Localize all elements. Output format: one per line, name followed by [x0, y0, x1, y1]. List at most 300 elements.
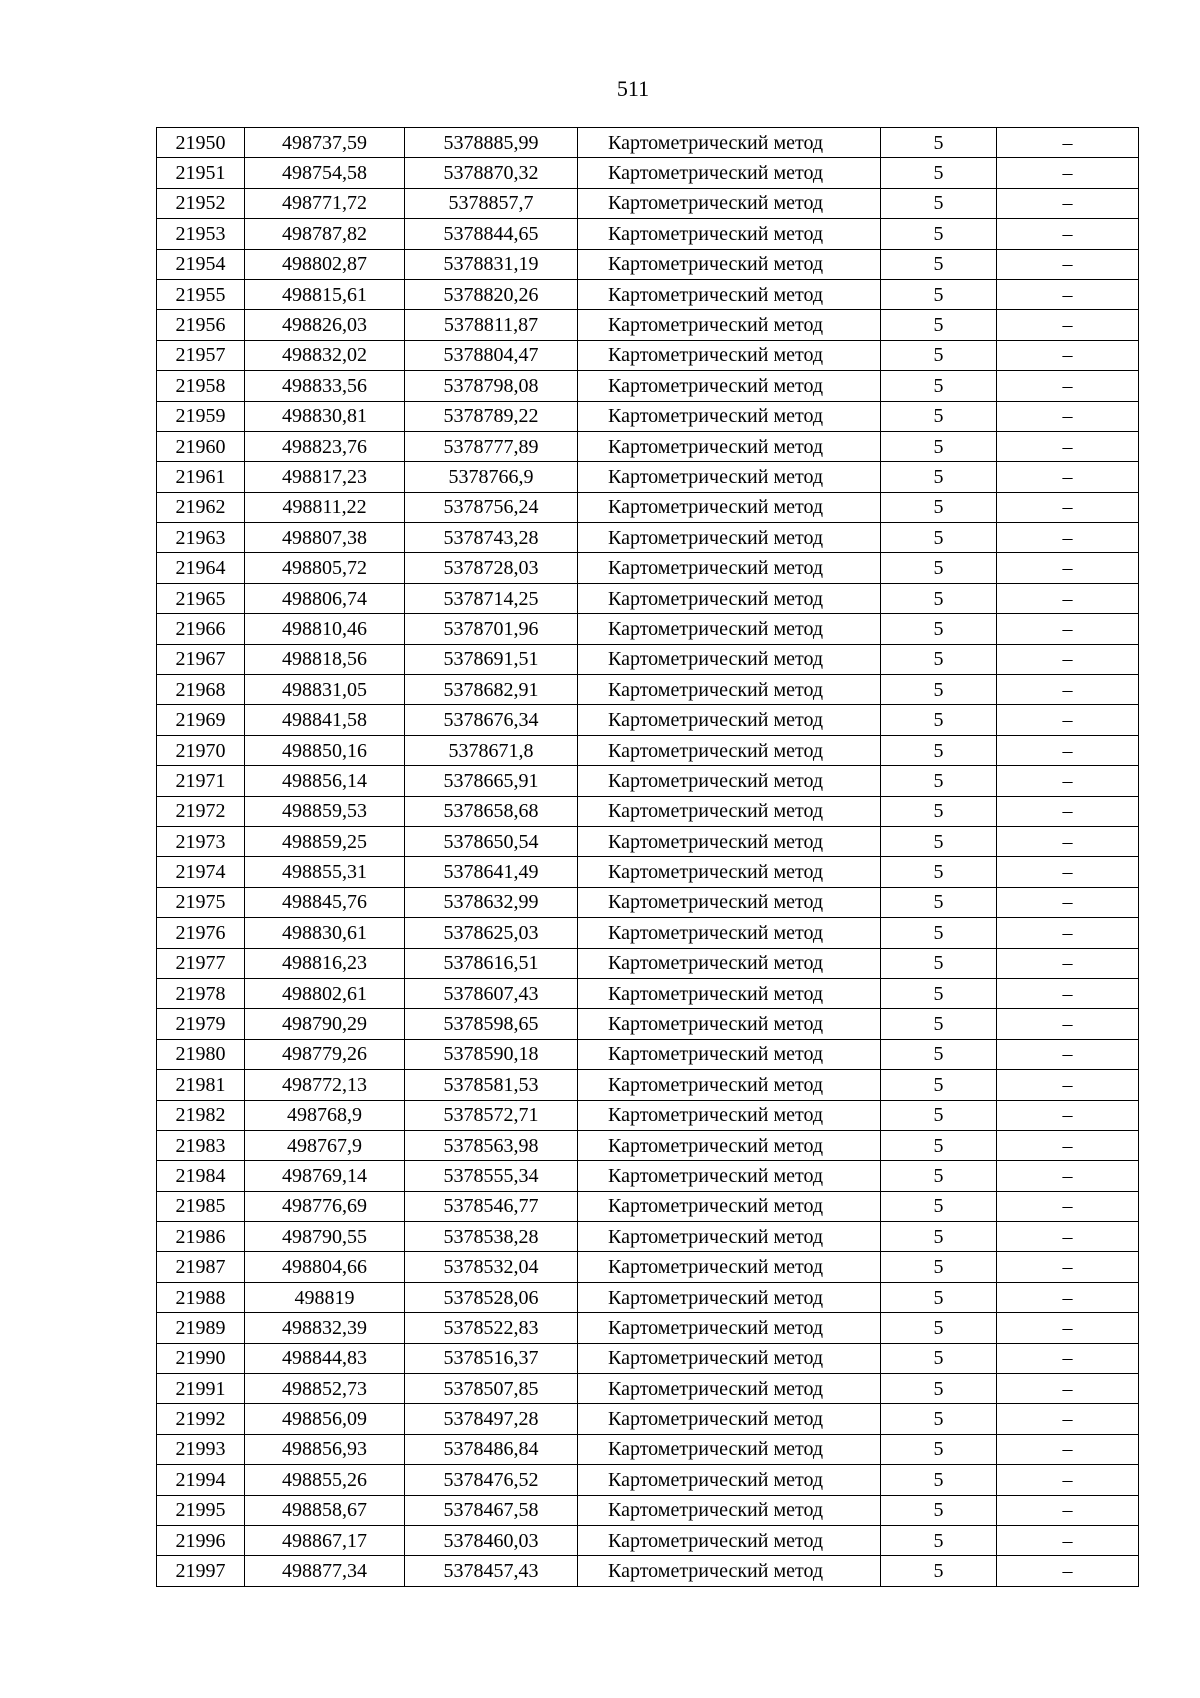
cell-y: 5378476,52 [405, 1465, 578, 1495]
cell-x: 498815,61 [245, 279, 405, 309]
cell-x: 498877,34 [245, 1556, 405, 1586]
cell-method: Картометрический метод [578, 735, 881, 765]
cell-method: Картометрический метод [578, 1070, 881, 1100]
cell-point: 21993 [157, 1434, 245, 1464]
cell-accuracy: 5 [881, 1374, 997, 1404]
cell-y: 5378676,34 [405, 705, 578, 735]
table-row [157, 523, 1139, 553]
table-row [157, 1039, 1139, 1069]
table-row [157, 1009, 1139, 1039]
cell-point: 21970 [157, 735, 245, 765]
cell-y: 5378798,08 [405, 371, 578, 401]
cell-accuracy: 5 [881, 553, 997, 583]
cell-x: 498817,23 [245, 462, 405, 492]
cell-point: 21976 [157, 918, 245, 948]
cell-accuracy: 5 [881, 857, 997, 887]
cell-accuracy: 5 [881, 158, 997, 188]
cell-point: 21988 [157, 1282, 245, 1312]
cell-y: 5378590,18 [405, 1039, 578, 1069]
cell-x: 498772,13 [245, 1070, 405, 1100]
cell-point: 21974 [157, 857, 245, 887]
cell-x: 498816,23 [245, 948, 405, 978]
cell-accuracy: 5 [881, 340, 997, 370]
table-row [157, 279, 1139, 309]
cell-note: – [997, 249, 1139, 279]
cell-note: – [997, 523, 1139, 553]
cell-y: 5378650,54 [405, 826, 578, 856]
cell-y: 5378532,04 [405, 1252, 578, 1282]
cell-point: 21966 [157, 614, 245, 644]
table-row [157, 1252, 1139, 1282]
cell-method: Картометрический метод [578, 553, 881, 583]
table-row [157, 188, 1139, 218]
cell-point: 21977 [157, 948, 245, 978]
cell-point: 21989 [157, 1313, 245, 1343]
cell-y: 5378625,03 [405, 918, 578, 948]
cell-note: – [997, 675, 1139, 705]
cell-method: Картометрический метод [578, 887, 881, 917]
cell-x: 498818,56 [245, 644, 405, 674]
table-row [157, 1161, 1139, 1191]
cell-note: – [997, 1525, 1139, 1555]
cell-x: 498844,83 [245, 1343, 405, 1373]
cell-method: Картометрический метод [578, 219, 881, 249]
cell-y: 5378607,43 [405, 978, 578, 1008]
cell-point: 21973 [157, 826, 245, 856]
cell-note: – [997, 1404, 1139, 1434]
cell-x: 498804,66 [245, 1252, 405, 1282]
table-row [157, 948, 1139, 978]
cell-note: – [997, 340, 1139, 370]
cell-accuracy: 5 [881, 1556, 997, 1586]
table-row [157, 1313, 1139, 1343]
cell-note: – [997, 1313, 1139, 1343]
cell-x: 498802,87 [245, 249, 405, 279]
cell-accuracy: 5 [881, 279, 997, 309]
cell-y: 5378691,51 [405, 644, 578, 674]
cell-y: 5378811,87 [405, 310, 578, 340]
cell-point: 21971 [157, 766, 245, 796]
cell-accuracy: 5 [881, 1282, 997, 1312]
cell-note: – [997, 918, 1139, 948]
cell-y: 5378885,99 [405, 128, 578, 158]
cell-y: 5378641,49 [405, 857, 578, 887]
cell-accuracy: 5 [881, 583, 997, 613]
cell-x: 498852,73 [245, 1374, 405, 1404]
cell-accuracy: 5 [881, 492, 997, 522]
table-row [157, 1191, 1139, 1221]
cell-note: – [997, 310, 1139, 340]
cell-accuracy: 5 [881, 1495, 997, 1525]
coordinates-table-body [157, 128, 1139, 1587]
cell-x: 498867,17 [245, 1525, 405, 1555]
cell-note: – [997, 1161, 1139, 1191]
cell-accuracy: 5 [881, 401, 997, 431]
cell-method: Картометрический метод [578, 128, 881, 158]
cell-accuracy: 5 [881, 1070, 997, 1100]
cell-note: – [997, 705, 1139, 735]
table-row [157, 1556, 1139, 1586]
cell-y: 5378682,91 [405, 675, 578, 705]
cell-method: Картометрический метод [578, 614, 881, 644]
cell-accuracy: 5 [881, 705, 997, 735]
cell-note: – [997, 279, 1139, 309]
cell-point: 21951 [157, 158, 245, 188]
cell-accuracy: 5 [881, 614, 997, 644]
cell-x: 498850,16 [245, 735, 405, 765]
cell-accuracy: 5 [881, 918, 997, 948]
cell-note: – [997, 887, 1139, 917]
cell-point: 21963 [157, 523, 245, 553]
cell-x: 498859,25 [245, 826, 405, 856]
table-row [157, 553, 1139, 583]
cell-x: 498790,55 [245, 1222, 405, 1252]
table-row [157, 1404, 1139, 1434]
table-row [157, 492, 1139, 522]
cell-x: 498841,58 [245, 705, 405, 735]
cell-method: Картометрический метод [578, 675, 881, 705]
cell-accuracy: 5 [881, 128, 997, 158]
cell-note: – [997, 128, 1139, 158]
cell-accuracy: 5 [881, 523, 997, 553]
cell-accuracy: 5 [881, 887, 997, 917]
table-row [157, 1374, 1139, 1404]
cell-x: 498856,09 [245, 1404, 405, 1434]
table-row [157, 614, 1139, 644]
cell-method: Картометрический метод [578, 340, 881, 370]
cell-method: Картометрический метод [578, 1191, 881, 1221]
cell-method: Картометрический метод [578, 401, 881, 431]
cell-note: – [997, 1282, 1139, 1312]
cell-point: 21969 [157, 705, 245, 735]
cell-point: 21959 [157, 401, 245, 431]
cell-accuracy: 5 [881, 766, 997, 796]
cell-method: Картометрический метод [578, 492, 881, 522]
cell-note: – [997, 614, 1139, 644]
cell-note: – [997, 978, 1139, 1008]
table-row [157, 1495, 1139, 1525]
cell-x: 498832,02 [245, 340, 405, 370]
cell-method: Картометрический метод [578, 1556, 881, 1586]
cell-accuracy: 5 [881, 1009, 997, 1039]
cell-y: 5378467,58 [405, 1495, 578, 1525]
cell-note: – [997, 644, 1139, 674]
cell-method: Картометрический метод [578, 1313, 881, 1343]
table-row [157, 1282, 1139, 1312]
cell-y: 5378538,28 [405, 1222, 578, 1252]
table-row [157, 796, 1139, 826]
cell-note: – [997, 1191, 1139, 1221]
table-row [157, 128, 1139, 158]
cell-x: 498806,74 [245, 583, 405, 613]
cell-x: 498832,39 [245, 1313, 405, 1343]
table-row [157, 1222, 1139, 1252]
cell-note: – [997, 796, 1139, 826]
cell-method: Картометрический метод [578, 249, 881, 279]
cell-x: 498769,14 [245, 1161, 405, 1191]
cell-point: 21996 [157, 1525, 245, 1555]
cell-y: 5378870,32 [405, 158, 578, 188]
cell-note: – [997, 1434, 1139, 1464]
table-row [157, 158, 1139, 188]
cell-accuracy: 5 [881, 826, 997, 856]
table-row [157, 766, 1139, 796]
cell-y: 5378777,89 [405, 431, 578, 461]
table-row [157, 431, 1139, 461]
cell-point: 21992 [157, 1404, 245, 1434]
cell-x: 498826,03 [245, 310, 405, 340]
cell-accuracy: 5 [881, 310, 997, 340]
cell-method: Картометрический метод [578, 1495, 881, 1525]
cell-accuracy: 5 [881, 735, 997, 765]
cell-point: 21952 [157, 188, 245, 218]
table-row [157, 1465, 1139, 1495]
cell-y: 5378728,03 [405, 553, 578, 583]
table-row [157, 583, 1139, 613]
cell-y: 5378701,96 [405, 614, 578, 644]
cell-y: 5378563,98 [405, 1130, 578, 1160]
cell-method: Картометрический метод [578, 796, 881, 826]
cell-y: 5378844,65 [405, 219, 578, 249]
table-row [157, 219, 1139, 249]
cell-note: – [997, 1495, 1139, 1525]
table-row [157, 857, 1139, 887]
cell-point: 21979 [157, 1009, 245, 1039]
cell-x: 498811,22 [245, 492, 405, 522]
cell-y: 5378457,43 [405, 1556, 578, 1586]
table-row [157, 1130, 1139, 1160]
cell-y: 5378516,37 [405, 1343, 578, 1373]
cell-point: 21964 [157, 553, 245, 583]
cell-y: 5378632,99 [405, 887, 578, 917]
cell-note: – [997, 1039, 1139, 1069]
cell-y: 5378820,26 [405, 279, 578, 309]
cell-y: 5378460,03 [405, 1525, 578, 1555]
cell-method: Картометрический метод [578, 1130, 881, 1160]
cell-note: – [997, 1343, 1139, 1373]
cell-point: 21950 [157, 128, 245, 158]
cell-method: Картометрический метод [578, 583, 881, 613]
cell-method: Картометрический метод [578, 705, 881, 735]
cell-note: – [997, 948, 1139, 978]
cell-method: Картометрический метод [578, 188, 881, 218]
table-row [157, 918, 1139, 948]
cell-y: 5378831,19 [405, 249, 578, 279]
cell-note: – [997, 1556, 1139, 1586]
cell-point: 21991 [157, 1374, 245, 1404]
cell-x: 498768,9 [245, 1100, 405, 1130]
cell-method: Картометрический метод [578, 857, 881, 887]
cell-method: Картометрический метод [578, 279, 881, 309]
cell-y: 5378497,28 [405, 1404, 578, 1434]
cell-y: 5378486,84 [405, 1434, 578, 1464]
cell-point: 21986 [157, 1222, 245, 1252]
cell-x: 498776,69 [245, 1191, 405, 1221]
cell-note: – [997, 188, 1139, 218]
cell-point: 21983 [157, 1130, 245, 1160]
cell-method: Картометрический метод [578, 1525, 881, 1555]
cell-method: Картометрический метод [578, 978, 881, 1008]
cell-x: 498767,9 [245, 1130, 405, 1160]
cell-point: 21954 [157, 249, 245, 279]
cell-note: – [997, 766, 1139, 796]
table-row [157, 675, 1139, 705]
cell-y: 5378572,71 [405, 1100, 578, 1130]
cell-method: Картометрический метод [578, 1100, 881, 1130]
cell-note: – [997, 553, 1139, 583]
cell-note: – [997, 401, 1139, 431]
cell-x: 498810,46 [245, 614, 405, 644]
cell-note: – [997, 1252, 1139, 1282]
cell-x: 498858,67 [245, 1495, 405, 1525]
cell-x: 498819 [245, 1282, 405, 1312]
cell-note: – [997, 583, 1139, 613]
cell-accuracy: 5 [881, 1343, 997, 1373]
cell-method: Картометрический метод [578, 1009, 881, 1039]
cell-method: Картометрический метод [578, 1343, 881, 1373]
cell-x: 498805,72 [245, 553, 405, 583]
cell-x: 498823,76 [245, 431, 405, 461]
cell-note: – [997, 826, 1139, 856]
cell-note: – [997, 857, 1139, 887]
cell-point: 21972 [157, 796, 245, 826]
cell-accuracy: 5 [881, 796, 997, 826]
cell-y: 5378789,22 [405, 401, 578, 431]
cell-method: Картометрический метод [578, 826, 881, 856]
cell-note: – [997, 1374, 1139, 1404]
cell-point: 21953 [157, 219, 245, 249]
page-number: 511 [616, 76, 650, 101]
cell-x: 498856,93 [245, 1434, 405, 1464]
cell-point: 21961 [157, 462, 245, 492]
cell-accuracy: 5 [881, 1161, 997, 1191]
cell-x: 498771,72 [245, 188, 405, 218]
table-row [157, 371, 1139, 401]
cell-point: 21957 [157, 340, 245, 370]
cell-accuracy: 5 [881, 1525, 997, 1555]
cell-method: Картометрический метод [578, 1465, 881, 1495]
cell-note: – [997, 1009, 1139, 1039]
table-row [157, 705, 1139, 735]
cell-y: 5378546,77 [405, 1191, 578, 1221]
cell-method: Картометрический метод [578, 1374, 881, 1404]
cell-accuracy: 5 [881, 371, 997, 401]
cell-note: – [997, 158, 1139, 188]
table-row [157, 1070, 1139, 1100]
cell-point: 21960 [157, 431, 245, 461]
cell-point: 21990 [157, 1343, 245, 1373]
cell-accuracy: 5 [881, 675, 997, 705]
cell-accuracy: 5 [881, 1222, 997, 1252]
cell-y: 5378671,8 [405, 735, 578, 765]
cell-point: 21967 [157, 644, 245, 674]
cell-y: 5378522,83 [405, 1313, 578, 1343]
cell-x: 498856,14 [245, 766, 405, 796]
cell-y: 5378616,51 [405, 948, 578, 978]
cell-accuracy: 5 [881, 1434, 997, 1464]
table-row [157, 340, 1139, 370]
cell-note: – [997, 371, 1139, 401]
cell-method: Картометрический метод [578, 1404, 881, 1434]
cell-accuracy: 5 [881, 219, 997, 249]
cell-x: 498779,26 [245, 1039, 405, 1069]
table-row [157, 1343, 1139, 1373]
cell-accuracy: 5 [881, 1313, 997, 1343]
cell-x: 498855,31 [245, 857, 405, 887]
cell-point: 21968 [157, 675, 245, 705]
cell-method: Картометрический метод [578, 371, 881, 401]
cell-accuracy: 5 [881, 1039, 997, 1069]
cell-accuracy: 5 [881, 431, 997, 461]
cell-y: 5378857,7 [405, 188, 578, 218]
cell-y: 5378665,91 [405, 766, 578, 796]
table-row [157, 644, 1139, 674]
cell-y: 5378714,25 [405, 583, 578, 613]
table-row [157, 735, 1139, 765]
cell-method: Картометрический метод [578, 1434, 881, 1464]
cell-method: Картометрический метод [578, 766, 881, 796]
cell-point: 21978 [157, 978, 245, 1008]
cell-point: 21958 [157, 371, 245, 401]
table-row [157, 1434, 1139, 1464]
cell-method: Картометрический метод [578, 918, 881, 948]
cell-y: 5378766,9 [405, 462, 578, 492]
cell-point: 21985 [157, 1191, 245, 1221]
cell-point: 21982 [157, 1100, 245, 1130]
cell-x: 498845,76 [245, 887, 405, 917]
table-row [157, 826, 1139, 856]
cell-x: 498830,61 [245, 918, 405, 948]
cell-note: – [997, 492, 1139, 522]
cell-x: 498737,59 [245, 128, 405, 158]
table-row [157, 462, 1139, 492]
cell-y: 5378658,68 [405, 796, 578, 826]
cell-point: 21994 [157, 1465, 245, 1495]
cell-y: 5378555,34 [405, 1161, 578, 1191]
cell-note: – [997, 431, 1139, 461]
table-row [157, 401, 1139, 431]
cell-accuracy: 5 [881, 948, 997, 978]
cell-method: Картометрический метод [578, 158, 881, 188]
coordinates-table [156, 127, 1139, 1587]
cell-note: – [997, 1130, 1139, 1160]
cell-method: Картометрический метод [578, 644, 881, 674]
cell-method: Картометрический метод [578, 310, 881, 340]
table-row [157, 1525, 1139, 1555]
cell-method: Картометрический метод [578, 431, 881, 461]
cell-method: Картометрический метод [578, 523, 881, 553]
table-row [157, 978, 1139, 1008]
cell-accuracy: 5 [881, 249, 997, 279]
cell-point: 21975 [157, 887, 245, 917]
cell-method: Картометрический метод [578, 462, 881, 492]
cell-note: – [997, 1465, 1139, 1495]
cell-method: Картометрический метод [578, 1282, 881, 1312]
cell-x: 498787,82 [245, 219, 405, 249]
cell-note: – [997, 1222, 1139, 1252]
cell-point: 21962 [157, 492, 245, 522]
cell-y: 5378528,06 [405, 1282, 578, 1312]
table-row [157, 1100, 1139, 1130]
cell-accuracy: 5 [881, 1252, 997, 1282]
table-row [157, 249, 1139, 279]
cell-method: Картометрический метод [578, 1039, 881, 1069]
cell-note: – [997, 462, 1139, 492]
cell-x: 498859,53 [245, 796, 405, 826]
cell-point: 21956 [157, 310, 245, 340]
cell-point: 21997 [157, 1556, 245, 1586]
cell-y: 5378743,28 [405, 523, 578, 553]
